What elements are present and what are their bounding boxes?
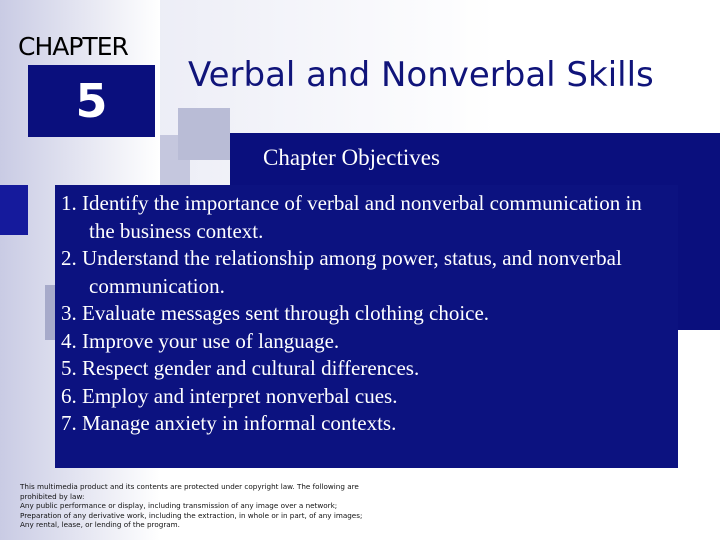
slide-subtitle: Chapter Objectives xyxy=(263,145,440,170)
objective-item: 5. Respect gender and cultural differences. xyxy=(61,356,420,380)
copyright-line: prohibited by law: xyxy=(20,491,85,501)
chapter-number: 5 xyxy=(75,74,108,128)
decorative-square xyxy=(178,108,230,160)
copyright-line: This multimedia product and its contents are protected under copyright law. The following are xyxy=(20,482,359,491)
objective-item: 6. Employ and interpret nonverbal cues. xyxy=(61,383,398,408)
copyright-line: Any public performance or display, including transmission of any image over a network; xyxy=(20,501,338,511)
objective-item: 2. Understand the relationship among power, status, and nonverbal communication. xyxy=(61,246,622,298)
copyright-notice xyxy=(20,482,410,530)
objective-item: 4. Improve your use of language. xyxy=(61,328,340,353)
chapter-label: CHAPTER xyxy=(18,32,128,61)
decorative-square xyxy=(0,185,28,235)
copyright-line: Preparation of any derivative work, including the extraction, in whole or in part, of any images; xyxy=(20,510,363,520)
chapter-number-box xyxy=(28,65,155,137)
copyright-line: Any rental, lease, or lending of the program. xyxy=(20,520,180,530)
objective-item: 7. Manage anxiety in informal contexts. xyxy=(61,411,397,435)
objective-item: 3. Evaluate messages sent through clothing choice. xyxy=(61,301,490,325)
slide-title: Verbal and Nonverbal Skills xyxy=(188,55,654,95)
objectives-list xyxy=(61,190,671,438)
objective-item: 1. Identify the importance of verbal and nonverbal communication in the business context. xyxy=(61,191,642,243)
